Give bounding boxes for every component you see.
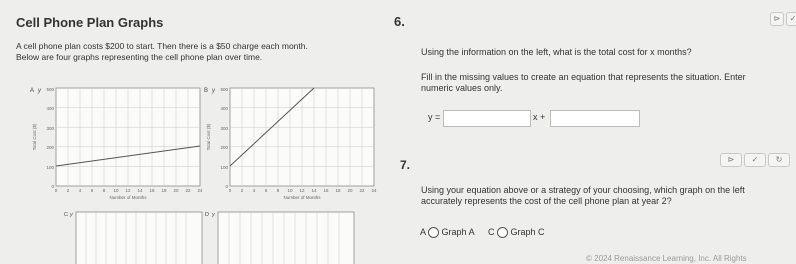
graph-b-xtick: 22 [359,188,365,193]
graph-a-ylabel: Total Cost ($) [32,123,37,151]
question-6-number: 6. [394,14,405,29]
graph-b-xtick: 0 [228,188,232,193]
graph-d-ylabel: y [212,212,215,218]
graph-b-xtick: 6 [264,188,268,193]
question-7-line-2: accurately represents the cost of the cell phone plan at year 2? [421,196,672,206]
graph-d [202,206,378,264]
option-c-letter: C [488,227,495,237]
graph-a-xlabel: Number of Months [109,195,147,200]
intro-text [16,41,308,62]
graph-a-ytick: 300 [46,126,54,131]
graph-b-xtick: 10 [287,188,293,193]
graph-a-xtick: 14 [137,188,143,193]
graph-a-ytick: 500 [46,87,54,92]
option-a[interactable] [420,227,475,238]
graph-a-ytick: 200 [46,145,54,150]
option-a-letter: A [420,227,426,237]
bookmark-icon: ⊳ [773,14,781,23]
copyright-footer: © 2024 Renaissance Learning, Inc. All Rights [586,254,747,263]
graph-a-xtick: 20 [173,188,179,193]
graph-b-y-symbol: y [212,88,215,94]
reset-button-q7[interactable] [768,153,790,167]
check-icon: ✓ [751,155,759,164]
intercept-input[interactable] [550,110,640,127]
graph-b-ytick: 0 [225,184,228,189]
option-a-radio[interactable] [428,227,439,238]
graph-b-xtick: 16 [323,188,329,193]
instruction-line-1: Fill in the missing values to create an equation that represents the situation. Enter [421,72,746,82]
graph-c-plot-area [76,212,202,264]
eliminate-icon: ✓ [789,14,796,23]
intro-line-2: Below are four graphs representing the cell phone plan over time. [16,51,263,62]
graph-a-xtick: 6 [90,188,94,193]
graph-a-xtick: 16 [149,188,155,193]
question-6-text: Using the information on the left, what is the total cost for x months? [421,47,692,57]
option-c-label: Graph C [510,227,545,237]
graph-a-xtick: 10 [113,188,119,193]
bookmark-button[interactable] [770,12,784,26]
graph-c-letter: C [64,212,68,218]
reset-icon: ↻ [775,155,783,164]
graph-b-ytick: 200 [220,145,228,150]
graph-c [28,206,204,264]
graph-a-letter: A [30,88,35,94]
graph-a-ytick: 0 [51,184,54,189]
graph-a-xtick: 0 [54,188,58,193]
graph-b-ytick: 100 [220,165,228,170]
tool-button[interactable] [786,12,796,26]
option-a-label: Graph A [441,227,475,237]
question-6-instruction [421,72,746,94]
graph-a-xtick: 2 [66,188,70,193]
graph-b-letter: B [204,88,209,94]
equation-mid: x + [533,112,546,122]
graph-d-plot-area [218,212,354,264]
graph-a-xtick: 22 [185,188,191,193]
graph-b-xtick: 14 [311,188,317,193]
graph-a-ytick: 400 [46,106,54,111]
option-c-radio[interactable] [497,227,508,238]
eliminate-button-q7[interactable] [744,153,766,167]
graph-c-ylabel: y [70,212,73,218]
graph-a [28,82,204,202]
graph-b-ylabel: Total Cost ($) [206,123,211,151]
instruction-line-2: numeric values only. [421,83,503,93]
slope-input[interactable] [443,110,531,127]
graph-b-ytick: 300 [220,126,228,131]
graph-b-xlabel: Number of Months [283,195,321,200]
intro-line-1: A cell phone plan costs $200 to start. Then there is a $50 charge each month. [16,41,308,51]
question-7-line-1: Using your equation above or a strategy of your choosing, which graph on the left [421,185,745,195]
graph-b [202,82,378,202]
graph-b-xtick: 2 [240,188,244,193]
graph-b-xtick: 24 [371,188,377,193]
graph-a-xtick: 4 [78,188,82,193]
graph-a-xtick: 18 [161,188,167,193]
graph-a-xtick: 24 [197,188,203,193]
page-title: Cell Phone Plan Graphs [16,15,164,30]
bookmark-button-q7[interactable] [720,153,742,167]
graph-b-xtick: 4 [252,188,256,193]
graph-b-xtick: 12 [299,188,305,193]
graph-a-xtick: 8 [102,188,106,193]
graph-a-y-symbol: y [38,88,41,94]
bookmark-icon: ⊳ [727,155,735,164]
graph-b-xtick: 8 [276,188,280,193]
graph-b-ytick: 500 [220,87,228,92]
equation-prefix: y = [428,112,441,122]
question-7-text [421,185,745,207]
graph-b-xtick: 20 [347,188,353,193]
question-7-number: 7. [400,158,411,172]
graph-b-xtick: 18 [335,188,341,193]
graph-b-ytick: 400 [220,106,228,111]
option-c[interactable] [488,227,545,238]
graph-a-ytick: 100 [46,165,54,170]
graph-d-letter: D [205,212,209,218]
graph-a-xtick: 12 [125,188,131,193]
